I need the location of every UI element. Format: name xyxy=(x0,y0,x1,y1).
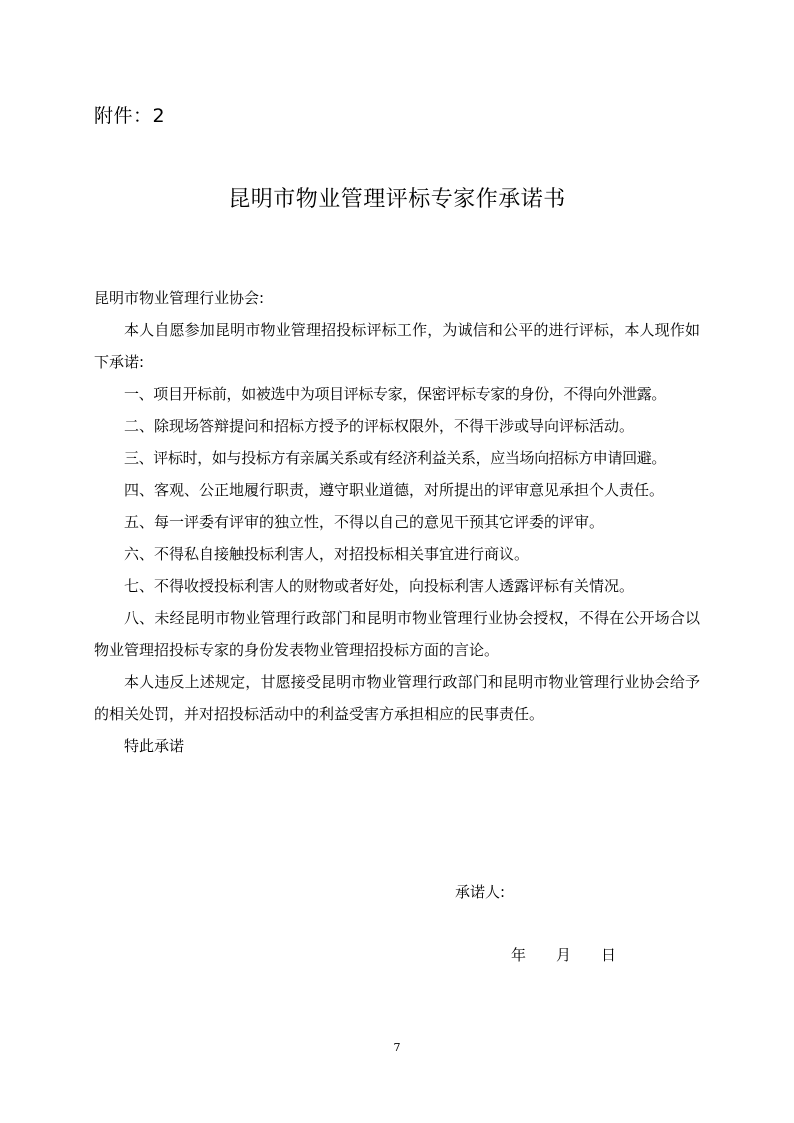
commitment-item: 七、不得收授投标利害人的财物或者好处，向投标利害人透露评标有关情况。 xyxy=(124,577,635,595)
day-label: 日 xyxy=(601,946,617,964)
commitment-item: 一、项目开标前，如被选中为项目评标专家，保密评标专家的身份，不得向外泄露。 xyxy=(124,385,667,403)
addressee: 昆明市物业管理行业协会: xyxy=(94,289,265,307)
commitment-item: 二、除现场答辩提问和招标方授予的评标权限外，不得干涉或导向评标活动。 xyxy=(124,417,635,435)
closing-statement: 特此承诺 xyxy=(124,737,185,755)
commitment-item: 五、每一评委有评审的独立性，不得以自己的意见干预其它评委的评审。 xyxy=(124,513,605,531)
penalty-paragraph: 本人违反上述规定，甘愿接受昆明市物业管理行政部门和昆明市物业管理行业协会给予的相关处罚，并对招投标活动中的利益受害方承担相应的民事责任。 xyxy=(94,673,700,723)
intro-paragraph: 本人自愿参加昆明市物业管理招投标评标工作，为诚信和公平的进行评标，本人现作如下承诺: xyxy=(94,321,700,371)
page-number: 7 xyxy=(393,1041,401,1054)
year-label: 年 xyxy=(511,946,527,964)
signature-date xyxy=(511,939,616,971)
commitment-item: 三、评标时，如与投标方有亲属关系或有经济利益关系，应当场向招标方申请回避。 xyxy=(124,449,667,467)
signatory-label: 承诺人: xyxy=(455,883,506,901)
commitment-item: 六、不得私自接触投标利害人，对招投标相关事宜进行商议。 xyxy=(124,545,530,563)
commitment-item: 八、未经昆明市物业管理行政部门和昆明市物业管理行业协会授权，不得在公开场合以物业管理招投标专家的身份发表物业管理招投标方面的言论。 xyxy=(94,609,700,659)
document-title: 昆明市物业管理评标专家作承诺书 xyxy=(228,187,566,212)
commitment-item: 四、客观、公正地履行职责，遵守职业道德，对所提出的评审意见承担个人责任。 xyxy=(124,481,665,499)
month-label: 月 xyxy=(556,946,572,964)
document-body xyxy=(94,282,700,762)
attachment-label: 附件：2 xyxy=(94,105,166,127)
